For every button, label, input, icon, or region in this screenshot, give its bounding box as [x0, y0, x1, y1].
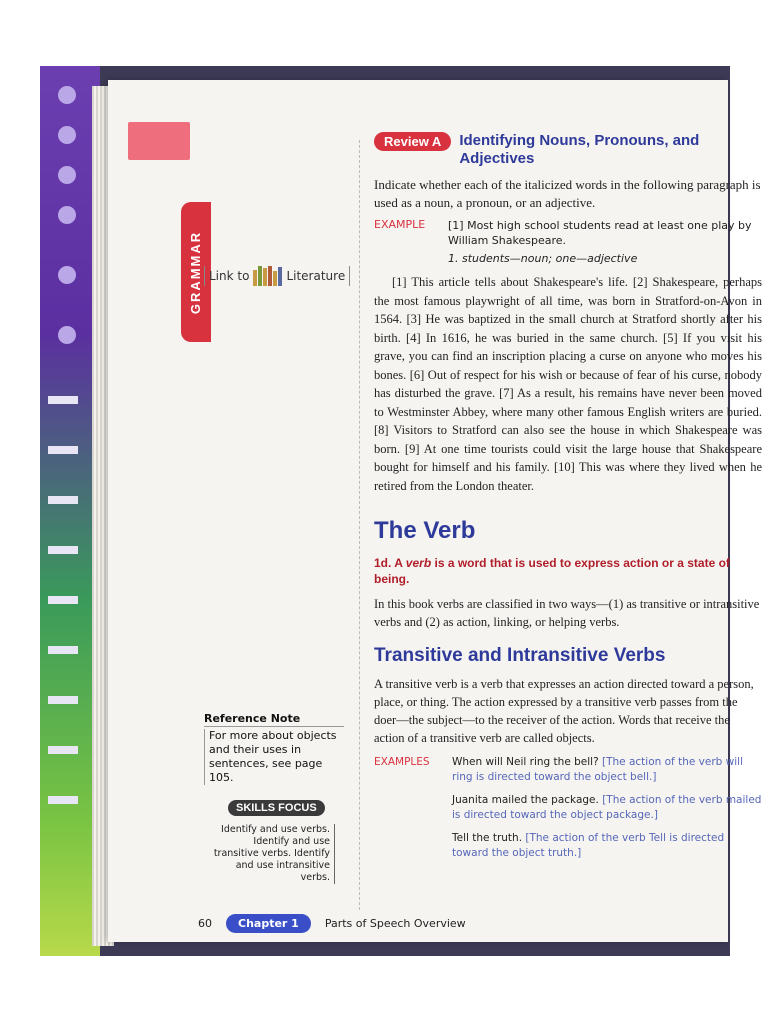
rule-term: verb: [405, 556, 432, 570]
rule-text-post: is a word that is used to express action or a state of being.: [374, 556, 730, 586]
example-item-3: [452, 831, 762, 861]
skills-focus-text: Identify and use verbs. Identify and use transitive verbs. Identify and use intransitive verbs.: [208, 824, 335, 884]
rule-number: 1d.: [374, 556, 392, 570]
example-note-3: [The action of the verb Tell is directed toward the object truth.]: [452, 832, 725, 859]
example-answer: 1. students—noun; one—adjective: [448, 252, 638, 265]
chapter-title: Parts of Speech Overview: [324, 917, 466, 930]
example-sentence: [1] Most high school students read at least one play by William Shakespeare.: [448, 219, 752, 247]
books-icon: [253, 266, 282, 286]
example-label: EXAMPLE: [374, 218, 426, 231]
link-to-literature: [204, 266, 350, 286]
page-number: 60: [198, 917, 212, 930]
example-item-2: [452, 793, 762, 823]
reference-note-body: For more about objects and their uses in sentences, see page 105.: [204, 729, 344, 785]
reference-note: [204, 712, 344, 785]
example-item-1: [452, 755, 762, 785]
verb-body: In this book verbs are classified in two ways—(1) as transitive or intransitive verbs and (2) as action, linking, or helping verbs.: [374, 597, 760, 629]
review-badge: Review A: [374, 132, 451, 151]
book-cover-edge: [40, 66, 100, 956]
chapter-badge: Chapter 1: [226, 914, 311, 933]
review-title: Identifying Nouns, Pronouns, and Adjectives: [459, 132, 700, 167]
grammar-tab-label: GRAMMAR: [188, 230, 204, 314]
link-left-label: Link to: [209, 269, 250, 283]
main-column: [374, 132, 762, 861]
skills-focus-badge: SKILLS FOCUS: [228, 800, 325, 816]
verb-heading: The Verb: [374, 517, 476, 544]
example-block: [374, 218, 762, 248]
column-divider: [359, 140, 360, 910]
reference-note-title: Reference Note: [204, 712, 344, 727]
example-note-2: [The action of the verb mailed is directed toward the object package.]: [452, 794, 762, 821]
review-paragraph: [1] This article tells about Shakespeare's life. [2] Shakespeare, perhaps the most famous playwright of all time, was born in Stratford-on-Avon in 1564. [3] He was baptized in the small church at Stratford shortly after his birth. [4] In 1616, he was buried in the same church. [5] If you visit his grave, you can find an inscription placing a curse on anyone who moves his bones. [6] Out of respect for his wish or because of fear of his curse, nobody has disturbed the grave. [7] As a result, his remains have never been moved to Westminster Abbey, where many other famous English writers are buried. [8] Visitors to Stratford can also see the house in which Shakespeare was born. [9] At one time tourists could visit the large house that Shakespeare bought for himself and his family. [10] This was where they lived when he retired from the London theater.: [374, 275, 762, 493]
example-sentence-1: When will Neil ring the bell?: [452, 756, 599, 768]
sticky-tab: [128, 122, 190, 160]
link-right-label: Literature: [286, 269, 346, 283]
rule-text-pre: A: [394, 556, 406, 570]
verb-rule: [374, 555, 762, 587]
example-sentence-2: Juanita mailed the package.: [452, 794, 599, 806]
page-footer: [198, 914, 466, 933]
examples-block: [374, 755, 762, 785]
review-instructions: Indicate whether each of the italicized words in the following paragraph is used as a noun, a pronoun, or an adjective.: [374, 177, 761, 210]
transitive-heading: Transitive and Intransitive Verbs: [374, 645, 666, 666]
examples-label: EXAMPLES: [374, 756, 430, 768]
review-header: [374, 132, 762, 168]
photo-background: [40, 66, 762, 956]
textbook-page: [108, 80, 762, 942]
transitive-body: A transitive verb is a verb that expresses an action directed toward a person, place, or thing. The action expressed by a transitive verb passes from the doer—the subject—to the receiver of the action. Words that receive the action of a transitive verb are called objects.: [374, 677, 754, 745]
example-sentence-3: Tell the truth.: [452, 832, 523, 844]
example-note-1: [The action of the verb will ring is directed toward the object bell.]: [452, 756, 743, 783]
